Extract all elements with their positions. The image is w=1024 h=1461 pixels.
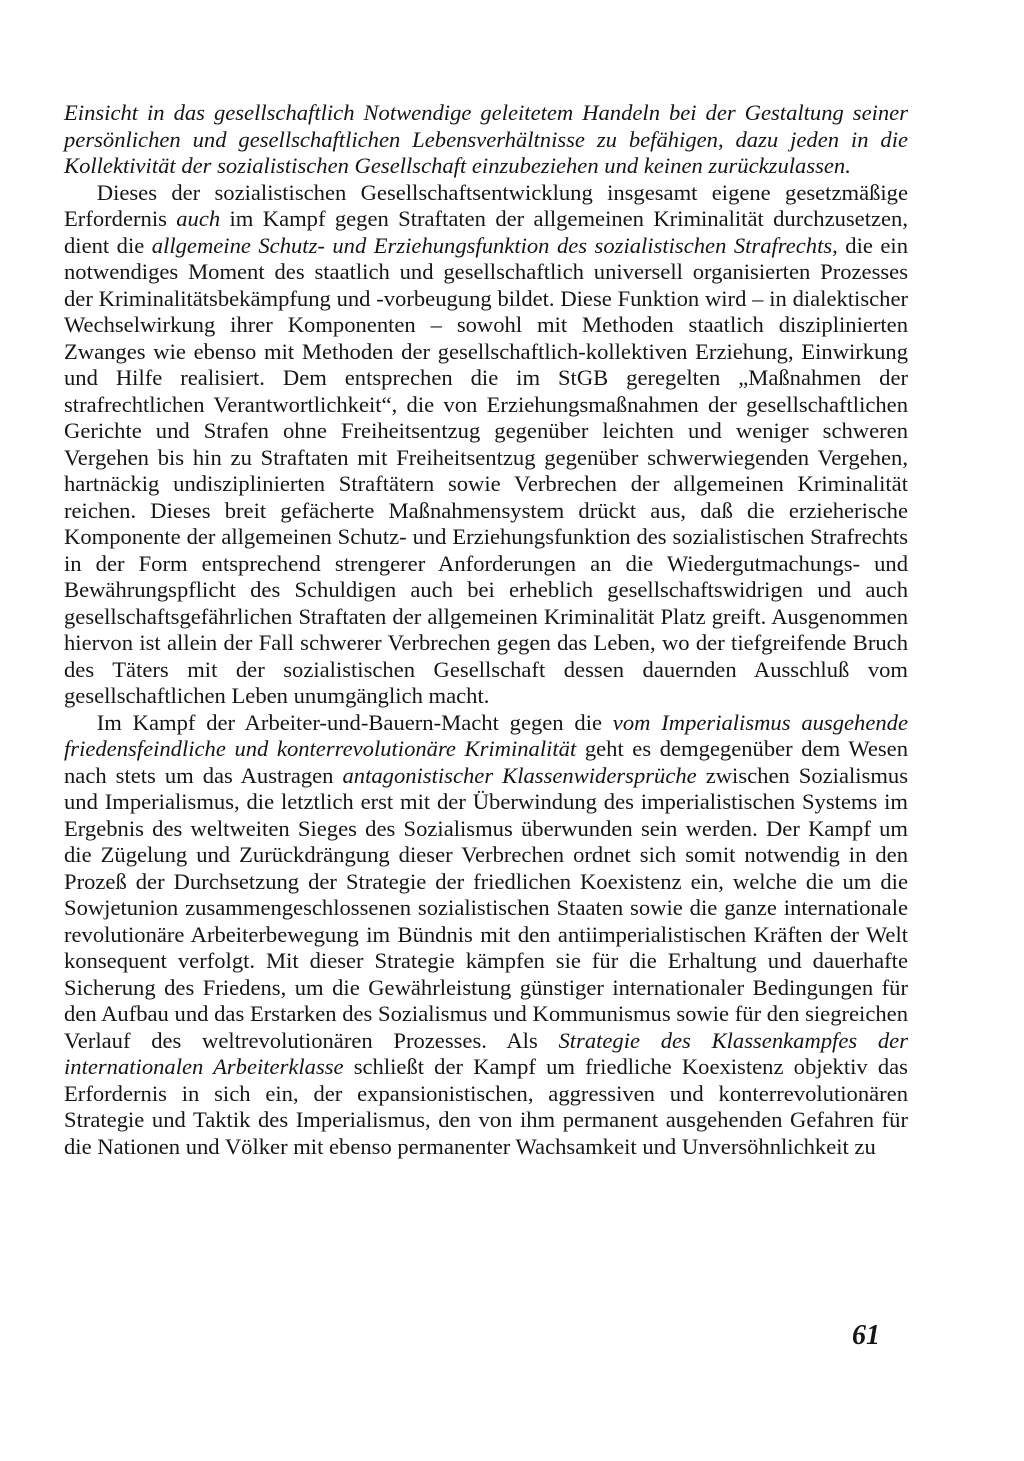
paragraph-2 — [64, 180, 908, 710]
paragraph-3-segment-4: antagonistischer Klassenwidersprüche — [342, 762, 697, 788]
page-number: 61 — [852, 1320, 880, 1351]
paragraph-2-segment-3: im Kampf gegen Straftaten der allgemeinen Kriminalität durchzusetzen, dient die — [64, 206, 908, 258]
paragraph-1-segment-1: Einsicht in das gesellschaftlich Notwendige geleitetem Handeln bei der Gestaltung seiner persönlichen und gesellschaftlichen Lebensverhältnisse zu befähigen, dazu jeden in die Kollektivität der sozialistischen Gesellschaft einzubeziehen und keinen zurückzulassen. — [64, 100, 908, 178]
paragraph-3-segment-1: Im Kampf der Arbeiter-und-Bauern-Macht gegen die — [96, 709, 613, 735]
paragraph-2-segment-2: auch — [176, 206, 221, 231]
paragraph-3-segment-5: zwischen Sozialismus und Imperialismus, die letztlich erst mit der Überwindung des imperialistischen Systems im Ergebnis des weltweiten Sieges des Sozialismus überwunden sein werden. Der Kampf um die Zügelung und Zurückdrängung dieser Verbrechen ordnet sich somit notwendig in den Prozeß der Durchsetzung der Strategie der friedlichen Koexistenz ein, welche die um die Sowjetunion zusammengeschlossenen sozialistischen Staaten sowie die ganze internationale revolutionäre Arbeiterbewegung im Bündnis mit den antiimperialistischen Kräften der Welt konsequent verfolgt. Mit dieser Strategie kämpfen sie für die Erhaltung und dauerhafte Sicherung des Friedens, um die Gewährleistung günstiger internationaler Bedingungen für den Aufbau und das Erstarken des Sozialismus und Kommunismus sowie für den siegreichen Verlauf des weltrevolutionären Prozesses. Als — [64, 762, 908, 1053]
paragraph-1 — [64, 100, 908, 180]
paragraph-2-segment-5: die ein notwendiges Moment des staatlich und gesellschaftlich universell organisierten Prozesses der Kriminalitätsbekämpfung und -vorbeugung bildet. Diese Funktion wird – in dialektischer Wechselwirkung ihrer Komponenten – sowohl mit Methoden staatlich disziplinierten Zwanges wie ebenso mit Methoden der gesellschaftlich-kollektiven Erziehung, Einwirkung und Hilfe realisiert. Dem entsprechen die im StGB geregelten „Maßnahmen der strafrechtlichen Verantwortlichkeit“, die von Erziehungsmaßnahmen der gesellschaftlichen Gerichte und Strafen ohne Freiheitsentzug gegenüber leichten und weniger schweren Vergehen bis hin zu Straftaten mit Freiheitsentzug gegenüber schwerwiegenden Vergehen, hartnäckig undisziplinierten Straftätern sowie Verbrechen der allgemeinen Kriminalität reichen. Dieses breit gefächerte Maßnahmensystem drückt aus, daß die erzieherische Komponente der allgemeinen Schutz- und Erziehungsfunktion des sozialistischen Strafrechts in der Form entsprechend strengerer Anforderungen an die Wiedergutmachungs- und Bewährungspflicht des Schuldigen auch bei erheblich gesellschaftswidrigen und auch gesellschaftsgefährlichen Straftaten der allgemeinen Kriminalität Platz greift. Ausgenommen hiervon ist allein der Fall schwerer Verbrechen gegen das Leben, wo der tiefgreifende Bruch des Täters mit der sozialistischen Gesellschaft dessen dauernden Ausschluß vom gesellschaftlichen Leben unumgänglich macht. — [64, 232, 908, 708]
page-body — [64, 100, 908, 1160]
paragraph-3-segment-3: geht es demgegenüber dem Wesen nach stets um das Austragen — [64, 736, 908, 788]
paragraph-2-segment-4: allgemeine Schutz- und Erziehungsfunktion des sozialistischen Strafrechts, — [151, 232, 838, 258]
paragraph-2-segment-1: Dieses der sozialistischen Gesellschaftsentwicklung insgesamt eigene gesetzmäßige Erfordernis — [64, 179, 908, 231]
paragraph-3-segment-7: schließt der Kampf um friedliche Koexistenz objektiv das Erfordernis in sich ein, der expansionistischen, aggressiven und konterrevolutionären Strategie und Taktik des Imperialismus, den von ihm permanent ausgehenden Gefahren für die Nationen und Völker mit ebenso permanenter Wachsamkeit und Unversöhnlichkeit zu — [64, 1054, 908, 1159]
paragraph-3 — [64, 710, 908, 1161]
paragraph-3-segment-2: vom Imperialismus ausgehende friedensfeindliche und konterrevolutionäre Kriminalität — [64, 709, 908, 761]
paragraph-3-segment-6: Strategie des Klassenkampfes der internationalen Arbeiterklasse — [64, 1027, 908, 1079]
